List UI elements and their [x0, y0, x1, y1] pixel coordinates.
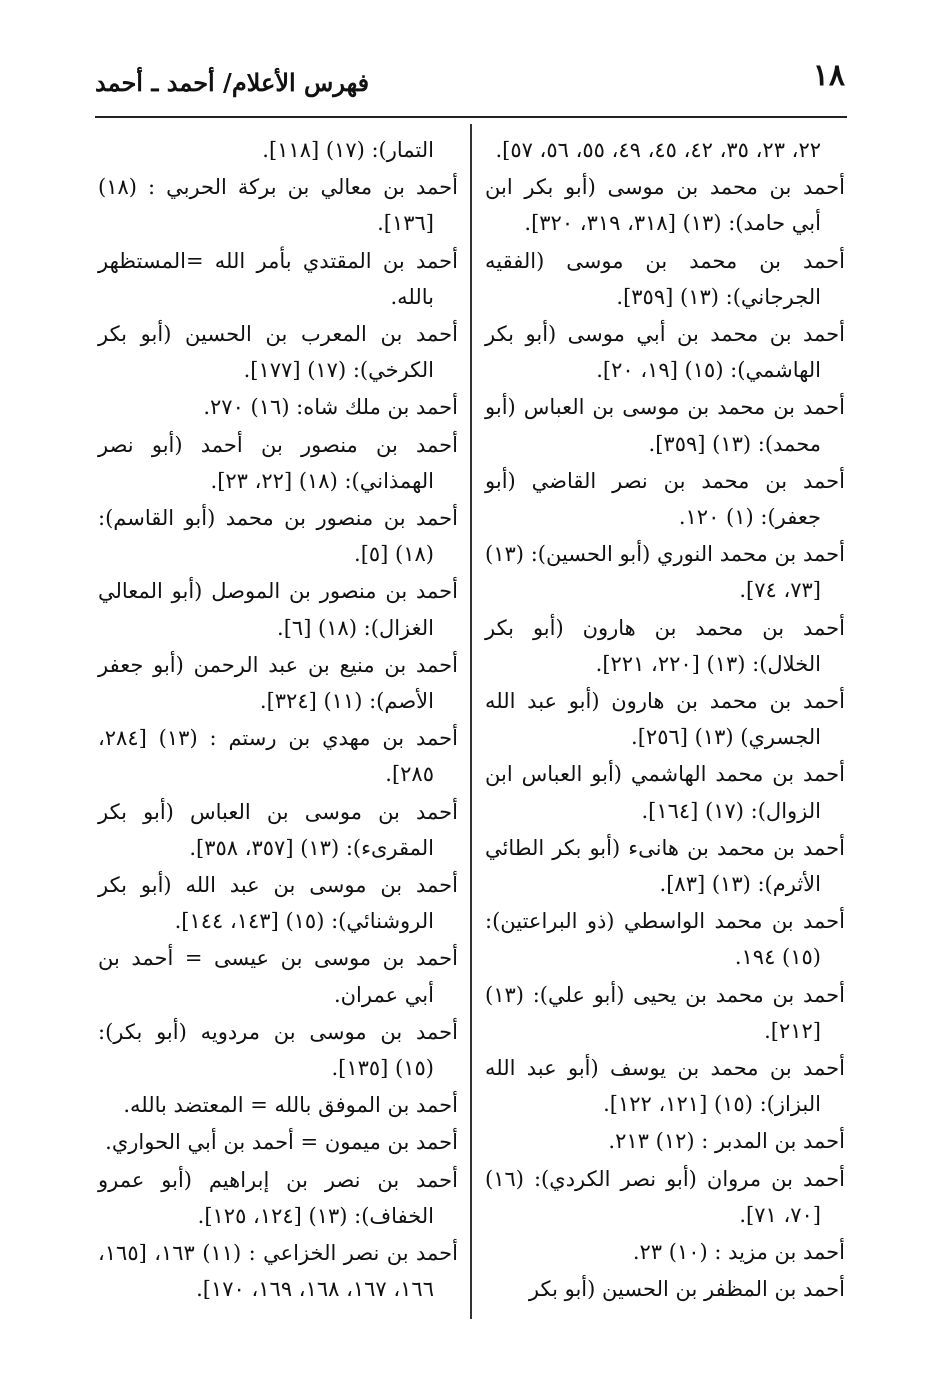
index-entry: أحمد بن محمد الهاشمي (أبو العباس ابن الزوال): (١٧) [١٦٤].: [485, 762, 845, 823]
index-entry: أحمد بن ميمون = أحمد بن أبي الحواري.: [105, 1130, 458, 1155]
index-entry: أحمد بن منيع بن عبد الرحمن (أبو جعفر الأصم): (١١) [٣٢٤].: [98, 652, 458, 714]
index-entry: أحمد بن الموفق بالله = المعتضد بالله.: [123, 1093, 458, 1118]
index-entry: أحمد بن موسى بن عبد الله (أبو بكر الروشنائي): (١٥) [١٤٣، ١٤٤].: [98, 873, 458, 934]
index-entry: ٢٢، ٢٣، ٣٥، ٤٢، ٤٥، ٤٩، ٥٥، ٥٦، ٥٧].: [495, 138, 821, 162]
index-entry: أحمد بن منصور بن محمد (أبو القاسم): (١٨) [٥].: [98, 506, 458, 567]
index-entry: أحمد بن نصر بن إبراهيم (أبو عمرو الخفاف): (١٣) [١٢٤، ١٢٥].: [98, 1167, 458, 1228]
index-entry: أحمد بن محمد بن يحيى (أبو علي): (١٣) [٢١٢].: [485, 982, 845, 1043]
index-entry: أحمد بن محمد بن موسى (أبو بكر ابن أبي حامد): (١٣) [٣١٨، ٣١٩، ٣٢٠].: [485, 175, 845, 236]
index-entry: أحمد بن محمد الواسطي (ذو البراعتين): (١٥) ١٩٤.: [485, 909, 845, 970]
index-entry: أحمد بن منصور بن أحمد (أبو نصر الهمذاني): (١٨) [٢٢، ٢٣].: [98, 432, 458, 493]
index-entry: أحمد بن مروان (أبو نصر الكردي): (١٦) [٧٠، ٧١].: [485, 1166, 845, 1227]
column-divider: [470, 124, 472, 1319]
page-number: ١٨: [812, 58, 845, 93]
index-entry: أحمد بن مهدي بن رستم : (١٣) [٢٨٤، ٢٨٥].: [98, 726, 459, 787]
index-entry: أحمد بن محمد بن نصر القاضي (أبو جعفر): (١) ١٢٠.: [485, 468, 845, 530]
index-entry: أحمد بن موسى بن عيسى = أحمد بن أبي عمران.: [98, 946, 458, 1007]
index-entry: أحمد بن مزيد : (١٠) ٢٣.: [632, 1240, 845, 1265]
index-entry: أحمد بن محمد النوري (أبو الحسين): (١٣) [٧٣، ٧٤].: [485, 542, 845, 603]
index-entry: أحمد بن المدبر : (١٢) ٢١٣.: [608, 1129, 845, 1154]
running-title: فهرس الأعلام/ أحمد ـ أحمد: [95, 68, 370, 97]
index-entry: أحمد بن ملك شاه: (١٦) ٢٧٠.: [203, 395, 458, 420]
index-entry: أحمد بن موسى بن مردويه (أبو بكر): (١٥) [١٣٥].: [98, 1019, 458, 1081]
left-column: [98, 132, 458, 1309]
index-entry: التمار): (١٧) [١١٨].: [262, 138, 434, 162]
index-entry: أحمد بن المظفر بن الحسين (أبو بكر: [528, 1277, 845, 1302]
index-entry: أحمد بن محمد بن موسى بن العباس (أبو محمد): (١٣) [٣٥٩].: [485, 395, 845, 456]
index-entry: أحمد بن المعرب بن الحسين (أبو بكر الكرخي): (١٧) [١٧٧].: [98, 322, 458, 383]
index-entry: أحمد بن محمد بن موسى (الفقيه الجرجاني): (١٣) [٣٥٩].: [485, 248, 845, 309]
index-entry: أحمد بن منصور بن الموصل (أبو المعالي الغزال): (١٨) [٦].: [98, 579, 458, 640]
index-entry: أحمد بن المقتدي بأمر الله =المستظهر بالله.: [98, 248, 458, 309]
index-entry: أحمد بن نصر الخزاعي : (١١) ١٦٣، [١٦٥، ١٦٦، ١٦٧، ١٦٨، ١٦٩، ١٧٠].: [98, 1241, 458, 1302]
index-entry: أحمد بن موسى بن العباس (أبو بكر المقرىء): (١٣) [٣٥٧، ٣٥٨].: [98, 799, 458, 860]
index-entry: أحمد بن محمد بن هارون (أبو عبد الله الجسري) (١٣) [٢٥٦].: [485, 689, 845, 750]
index-entry: أحمد بن محمد بن هانىء (أبو بكر الطائي الأثرم): (١٣) [٨٣].: [485, 835, 845, 897]
page-header: [95, 58, 845, 110]
index-entry: أحمد بن محمد بن يوسف (أبو عبد الله البزاز): (١٥) [١٢١، ١٢٢].: [485, 1056, 845, 1117]
index-entry: أحمد بن محمد بن أبي موسى (أبو بكر الهاشمي): (١٥) [١٩، ٢٠].: [485, 322, 845, 383]
header-rule: [95, 116, 847, 118]
index-entry: أحمد بن محمد بن هارون (أبو بكر الخلال): (١٣) [٢٢٠، ٢٢١].: [485, 615, 845, 676]
right-column: [485, 132, 845, 1309]
index-entry: أحمد بن معالي بن بركة الحربي : (١٨) [١٣٦].: [98, 175, 458, 236]
